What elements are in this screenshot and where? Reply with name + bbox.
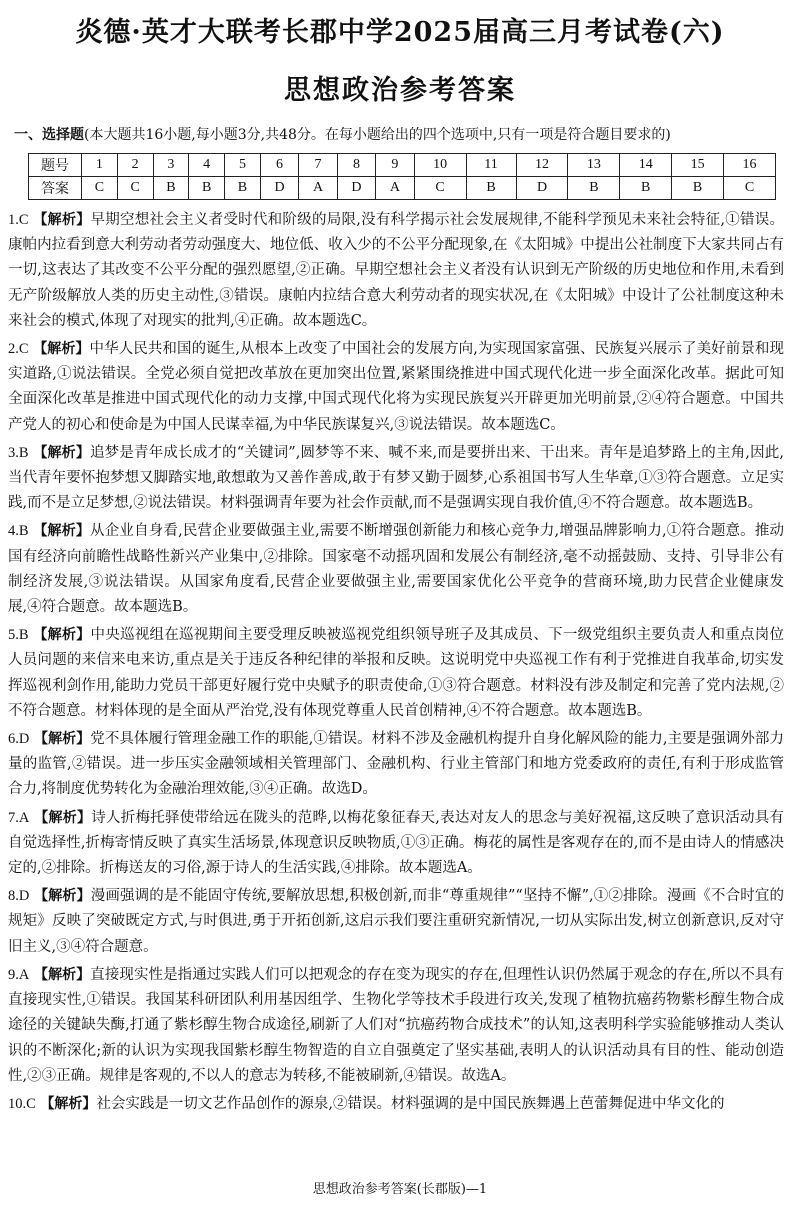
analysis-tag: 【解析】 [34, 888, 91, 905]
question-number-row [29, 154, 776, 177]
explanation-text: 追梦是青年成长成才的“关键词”,圆梦等不来、喊不来,而是要拼出来、干出来。青年是追梦路上的主角,因此,当代青年要怀抱梦想又脚踏实地,敢想敢为又善作善成,敢于有梦又勤于圆梦,心系祖国书写人生华章,①③符合题意。立足实践,而不是立足梦想,②说法错误。材料强调青年要为社会作贡献,而不是强调实现自我价值,④不符合题意。故本题选B。 [8, 444, 785, 512]
section-heading [14, 124, 671, 144]
answer-cell: B [225, 177, 261, 200]
row-label-number: 题号 [29, 154, 82, 177]
explanation-text: 社会实践是一切文艺作品创作的源泉,②错误。材料强调的是中国民族舞遇上芭蕾舞促进中华文化的 [96, 1095, 725, 1112]
page-footer: 思想政治参考答案(长郡版)—1 [312, 1182, 488, 1197]
answer-cell: C [414, 177, 466, 200]
explanation-text: 早期空想社会主义者受时代和阶级的局限,没有科学揭示社会发展规律,不能科学预见未来社会特征,①错误。康帕内拉看到意大利劳动者劳动强度大、地位低、收入少的不公平分配现象,在《太阳城》中提出公社制度下大家共同占有一切,这表达了其改变不公平分配的强烈愿望,②正确。早期空想社会主义者没有认识到无产阶级的历史地位和作用,未看到无产阶级解放人类的历史主动性,③错误。康帕内拉结合意大利劳动者的现实状况,在《太阳城》中设计了公社制度这种未来社会的模式,体现了对现实的批判,④正确。故本题选C。 [8, 212, 785, 329]
answer-cell: D [337, 177, 375, 200]
analysis-tag: 【解析】 [33, 444, 91, 461]
explanation-item [8, 884, 784, 960]
item-number: 6.D [8, 731, 30, 748]
explanation-item [8, 623, 784, 724]
question-number: 6 [260, 154, 298, 177]
item-number: 3.B [8, 444, 29, 461]
brand-name: 炎德·英才大联考 [75, 17, 282, 48]
answer-cell: C [82, 177, 118, 200]
question-number: 8 [337, 154, 375, 177]
exam-series-title [0, 10, 800, 49]
explanation-text: 漫画强调的是不能固守传统,要解放思想,积极创新,而非“尊重规律”“坚持不懈”,①②排除。漫画《不合时宜的规矩》反映了突破既定方式,与时俱进,勇于开拓创新,这启示我们要注重研究新情况,一切从实际出发,树立创新意识,反对守旧主义,③④符合题意。 [8, 888, 785, 955]
analysis-tag: 【解析】 [33, 523, 91, 540]
question-number: 5 [225, 154, 261, 177]
exam-name: 长郡中学2025届高三月考试卷(六) [281, 17, 725, 48]
question-number: 14 [620, 154, 672, 177]
question-number: 12 [516, 154, 568, 177]
explanation-text: 直接现实性是指通过实践人们可以把观念的存在变为现实的存在,但理性认识仍然属于观念的存在,所以不具有直接现实性,①错误。我国某科研团队利用基因组学、生物化学等技术手段进行攻关,发现了植物抗癌药物紫杉醇生物合成途径的关键缺失酶,打通了紫杉醇生物合成途径,刷新了人们对“抗癌药物合成技术”的认知,这表明科学实验能够推动人类认识的不断深化;新的认识为实现我国紫杉醇生物智造的自立自强奠定了坚实基础,表明人的认识活动具有目的性、能动创造性,②③正确。规律是客观的,不以人的意志为转移,不能被刷新,④错误。故选A。 [8, 966, 784, 1084]
question-number: 3 [153, 154, 189, 177]
answer-cell: B [620, 177, 672, 200]
item-number: 9.A [8, 966, 30, 983]
explanation-item [8, 727, 784, 803]
explanation-list [8, 208, 784, 1120]
analysis-tag: 【解析】 [34, 731, 91, 748]
page-title: 思想政治参考答案 [284, 75, 516, 106]
answer-cell: B [189, 177, 225, 200]
section-instruction: (本大题共16小题,每小题3分,共48分。在每小题给出的四个选项中,只有一项是符合题目要求的) [84, 127, 671, 143]
answer-table [28, 153, 776, 200]
item-number: 7.A [8, 809, 30, 826]
item-number: 5.B [8, 627, 29, 644]
row-label-answer: 答案 [29, 177, 82, 200]
answer-cell: A [376, 177, 414, 200]
explanation-item [8, 963, 784, 1089]
answer-cell: B [466, 177, 516, 200]
explanation-text: 中央巡视组在巡视期间主要受理反映被巡视党组织领导班子及其成员、下一级党组织主要负责人和重点岗位人员问题的来信来电来访,重点是关于违反各种纪律的举报和反映。这说明党中央巡视工作有利于党推进自我革命,切实发挥巡视利剑作用,能助力党员干部更好履行党中央赋予的职责使命,①③符合题意。材料没有涉及制定和完善了党内法规,②不符合题意。材料体现的是全面从严治党,没有体现党尊重人民首创精神,④不符合题意。故本题选B。 [8, 627, 785, 719]
answer-cell: C [724, 177, 776, 200]
explanation-item [8, 1092, 784, 1117]
question-number: 9 [376, 154, 414, 177]
question-number: 16 [724, 154, 776, 177]
answer-cell: B [153, 177, 189, 200]
question-number: 15 [672, 154, 724, 177]
analysis-tag: 【解析】 [33, 212, 91, 228]
analysis-tag: 【解析】 [40, 1095, 97, 1112]
analysis-tag: 【解析】 [33, 341, 90, 358]
answer-cell: C [117, 177, 153, 200]
item-number: 8.D [8, 888, 30, 905]
item-number: 10.C [8, 1095, 36, 1112]
answer-row [29, 177, 776, 200]
answer-cell: D [260, 177, 298, 200]
explanation-text: 从企业自身看,民营企业要做强主业,需要不断增强创新能力和核心竞争力,增强品牌影响力,①符合题意。推动国有经济向前瞻性战略性新兴产业集中,②排除。国家毫不动摇巩固和发展公有制经济,毫不动摇鼓励、支持、引导非公有制经济发展,③说法错误。从国家角度看,民营企业要做强主业,需要国家优化公平竞争的营商环境,助力民营企业健康发展,④符合题意。故本题选B。 [8, 523, 785, 616]
question-number: 11 [466, 154, 516, 177]
analysis-tag: 【解析】 [33, 627, 91, 644]
explanation-text: 诗人折梅托驿使带给远在陇头的范晔,以梅花象征春天,表达对友人的思念与美好祝福,这反映了意识活动具有自觉选择性,折梅寄情反映了真实生活场景,体现意识反映物质,①③正确。梅花的属性是客观存在的,而不是由诗人的情感决定的,②排除。折梅送友的习俗,源于诗人的生活实践,④排除。故本题选A。 [8, 809, 784, 877]
answer-cell: B [672, 177, 724, 200]
question-number: 1 [82, 154, 118, 177]
explanation-text: 党不具体履行管理金融工作的职能,①错误。材料不涉及金融机构提升自身化解风险的能力,主要是强调外部力量的监管,②错误。进一步压实金融领域相关管理部门、金融机构、行业主管部门和地方党委政府的责任,有利于形成监管合力,将制度优势转化为金融治理效能,③④正确。故选D。 [8, 731, 784, 798]
explanation-text: 中华人民共和国的诞生,从根本上改变了中国社会的发展方向,为实现国家富强、民族复兴展示了美好前景和现实道路,①说法错误。全党必须自觉把改革放在更加突出位置,紧紧围绕推进中国式现代化进一步全面深化改革。据此可知全面深化改革是推进中国式现代化的动力支撑,中国式现代化将为实现民族复兴开辟更加光明前景,②④符合题意。中国共产党人的初心和使命是为中国人民谋幸福,为中华民族谋复兴,③说法错误。故本题选C。 [8, 341, 784, 433]
explanation-item [8, 441, 784, 517]
question-number: 2 [117, 154, 153, 177]
answer-cell: D [516, 177, 568, 200]
explanation-item [8, 806, 784, 882]
question-number: 13 [568, 154, 620, 177]
analysis-tag: 【解析】 [34, 809, 92, 826]
item-number: 2.C [8, 341, 29, 358]
item-number: 1.C [8, 212, 29, 228]
explanation-item [8, 519, 784, 620]
explanation-item [8, 337, 784, 438]
explanation-item [8, 208, 784, 334]
analysis-tag: 【解析】 [34, 966, 91, 983]
answer-cell: A [299, 177, 337, 200]
answer-cell: B [568, 177, 620, 200]
question-number: 4 [189, 154, 225, 177]
section-label: 一、选择题 [14, 127, 84, 143]
question-number: 7 [299, 154, 337, 177]
item-number: 4.B [8, 523, 29, 540]
question-number: 10 [414, 154, 466, 177]
